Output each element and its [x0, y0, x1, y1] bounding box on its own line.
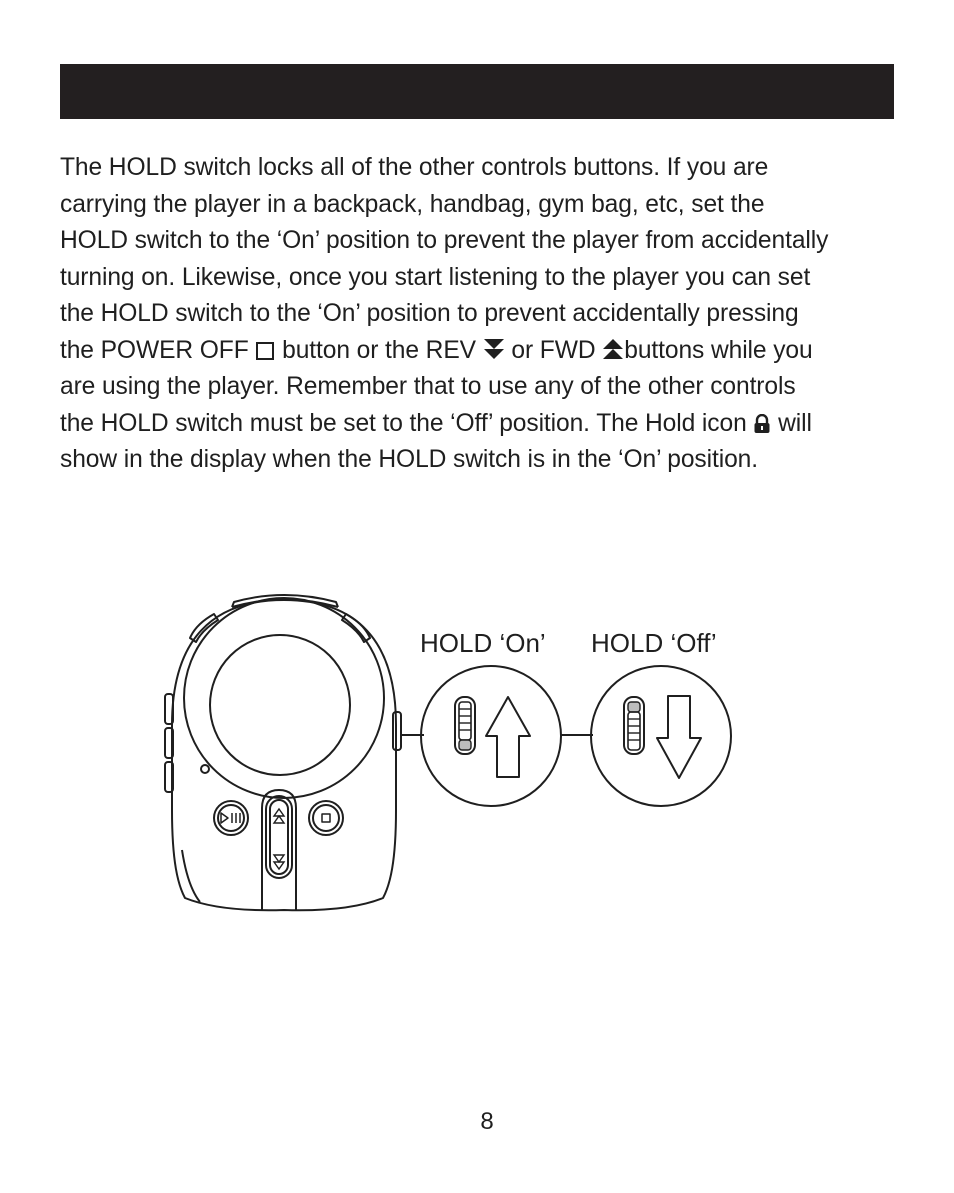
text-fragment: the HOLD switch must be set to the ‘Off’ position. The Hold icon	[60, 409, 747, 437]
display-screen	[210, 635, 350, 775]
stop-button	[309, 801, 343, 835]
down-arrow	[657, 696, 701, 778]
text-line: are using the player. Remember that to use any of the other controls	[60, 373, 796, 400]
text-fragment: will	[778, 409, 812, 437]
text-fragment: the POWER OFF	[60, 336, 249, 364]
play-pause-button	[214, 801, 248, 835]
rev-arrow-mark	[274, 855, 284, 862]
player-body	[172, 600, 396, 910]
up-arrow	[486, 697, 530, 777]
text-line: the HOLD switch to the ‘On’ position to prevent accidentally pressing	[60, 300, 799, 327]
text-line: The HOLD switch locks all of the other controls buttons. If you are	[60, 154, 769, 181]
text-line: turning on. Likewise, once you start listening to the player you can set	[60, 263, 811, 291]
text-line: carrying the player in a backpack, handbag, gym bag, etc, set the	[60, 190, 765, 218]
text-fragment: button or the REV	[282, 336, 476, 364]
text-fragment: or FWD	[511, 336, 596, 364]
hold-off-label: HOLD ‘Off’	[591, 628, 717, 658]
hold-off-detail-circle	[591, 666, 731, 806]
text-fragment: buttons while you	[624, 336, 813, 364]
text-line: HOLD switch to the ‘On’ position to prevent the player from accidentally	[60, 227, 829, 254]
text-line: show in the display when the HOLD switch is in the ‘On’ position.	[60, 446, 758, 473]
page-number: 8	[480, 1108, 494, 1135]
hold-on-label: HOLD ‘On’	[420, 628, 546, 658]
